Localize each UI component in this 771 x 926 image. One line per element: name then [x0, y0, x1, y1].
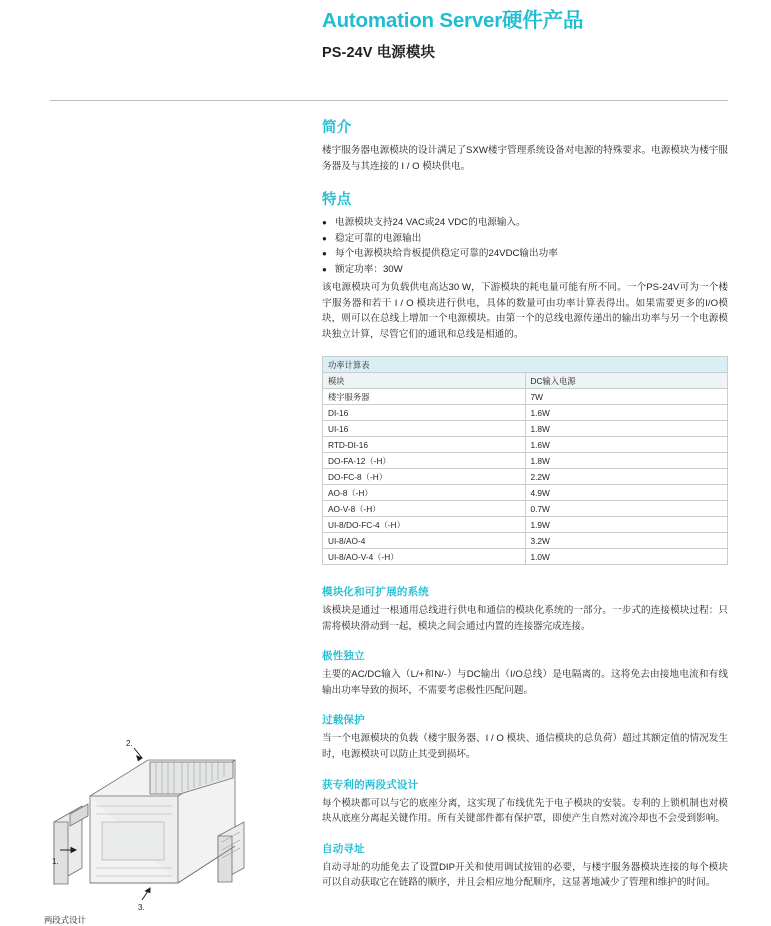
table-row: [323, 437, 728, 453]
callout-label-1: 1.: [52, 857, 59, 866]
table-row: [323, 421, 728, 437]
power-calculation-table: [322, 356, 728, 565]
table-cell-power: 4.9W: [525, 485, 728, 501]
table-header-row: [323, 373, 728, 389]
header-divider: [50, 100, 728, 101]
document-header: [322, 8, 752, 62]
section-body-intro: 楼宇服务器电源模块的设计满足了SXW楼宇管理系统设备对电源的特殊要求。电源模块为楼宇服务器及与其连接的 I / O 模块供电。: [322, 145, 728, 172]
product-illustration: [30, 718, 290, 918]
section-heading-features: 特点: [322, 192, 352, 209]
table-header-cell: DC输入电源: [525, 373, 728, 389]
table-row: [323, 533, 728, 549]
list-item-label: 电源模块支持24 VAC或24 VDC的电源输入。: [335, 217, 526, 229]
page-subtitle: PS-24V 电源模块: [322, 44, 436, 61]
table-cell-module: DO-FA-12（-H）: [323, 453, 526, 469]
table-cell-module: AO-V-8（-H）: [323, 501, 526, 517]
table-cell-power: 1.6W: [525, 437, 728, 453]
bullet-icon: ●: [322, 264, 327, 274]
table-row: [323, 389, 728, 405]
table-row: [323, 517, 728, 533]
list-item-label: 额定功率：30W: [335, 263, 403, 275]
table-cell-power: 3.2W: [525, 533, 728, 549]
section-body-features: 该电源模块可为负载供电高达30 W，下游模块的耗电量可能有所不同。一个PS-24V可为一个楼宇服务器和若干 I / O 模块进行供电，具体的数量可由功率计算表得出。如果需要更多的I/O模块，则可以在总线上增加一个电源模块。由第一个的总线电源传递出的输出功率与另一个电源模块独立计算，尽管它们的通讯和总线是相通的。: [322, 282, 728, 340]
table-row: [323, 485, 728, 501]
section-heading-intro: 简介: [322, 120, 352, 136]
table-cell-power: 1.0W: [525, 549, 728, 565]
table-caption: 功率计算表: [323, 357, 728, 373]
document-content: [322, 116, 728, 905]
page-title: Automation Server硬件产品: [322, 9, 584, 32]
table-cell-power: 1.9W: [525, 517, 728, 533]
table-cell-power: 2.2W: [525, 469, 728, 485]
table-cell-module: UI-8/AO-V-4（-H）: [323, 549, 526, 565]
section-heading-overload: 过载保护: [322, 714, 365, 727]
table-row: [323, 549, 728, 565]
list-item: [322, 215, 728, 231]
table-row: [323, 501, 728, 517]
table-cell-module: RTD-DI-16: [323, 437, 526, 453]
section-body-modular: 该模块是通过一根通用总线进行供电和通信的模块化系统的一部分。一步式的连接模块过程：只需将模块滑动到一起，模块之间会通过内置的连接器完成连接。: [322, 605, 728, 632]
table-cell-module: UI-8/AO-4: [323, 533, 526, 549]
list-item: [322, 231, 728, 247]
table-caption-row: [323, 357, 728, 373]
table-cell-power: 1.8W: [525, 453, 728, 469]
bullet-icon: ●: [322, 249, 327, 259]
power-module-drawing: [30, 718, 290, 918]
list-item: [322, 246, 728, 262]
list-item-label: 每个电源模块给肯板提供稳定可靠的24VDC输出功率: [335, 248, 558, 260]
table-header-cell: 模块: [323, 373, 526, 389]
table-cell-module: 楼宇服务器: [323, 389, 526, 405]
features-list: [322, 215, 728, 277]
section-body-overload: 当一个电源模块的负载（楼宇服务器、I / O 模块、通信模块的总负荷）超过其额定值的情况发生时，电源模块可以防止其受到损坏。: [322, 733, 728, 760]
table-cell-module: UI-8/DO-FC-4（-H）: [323, 517, 526, 533]
table-row: [323, 453, 728, 469]
table-cell-power: 0.7W: [525, 501, 728, 517]
table-cell-power: 1.6W: [525, 405, 728, 421]
section-heading-autoaddr: 自动寻址: [322, 842, 365, 855]
list-item: [322, 262, 728, 278]
illustration-caption: 两段式设计: [44, 915, 86, 925]
section-heading-patent: 获专利的两段式设计: [322, 778, 419, 791]
table-row: [323, 469, 728, 485]
table-cell-power: 7W: [525, 389, 728, 405]
section-heading-modular: 模块化和可扩展的系统: [322, 586, 429, 599]
bullet-icon: ●: [322, 218, 327, 228]
callout-label-2: 2.: [126, 739, 133, 748]
callout-label-3: 3.: [138, 903, 145, 912]
table-cell-module: DI-16: [323, 405, 526, 421]
section-heading-polarity: 极性独立: [322, 650, 365, 663]
table-row: [323, 405, 728, 421]
table-cell-module: AO-8（-H）: [323, 485, 526, 501]
table-cell-module: DO-FC-8（-H）: [323, 469, 526, 485]
bullet-icon: ●: [322, 233, 327, 243]
list-item-label: 稳定可靠的电源输出: [335, 232, 422, 244]
section-body-autoaddr: 自动寻址的功能免去了设置DIP开关和使用调试按钮的必要，与楼宇服务器模块连接的每个模块可以自动获取它在链路的顺序，并且会相应地分配顺序，这显著地减少了管理和维护的时间。: [322, 861, 728, 889]
section-body-polarity: 主要的AC/DC输入（L/+和N/-）与DC输出（I/O总线）是电隔离的。这将免去由接地电流和有线输出功率导致的损坏，不需要考虑极性匹配问题。: [322, 669, 728, 696]
table-cell-power: 1.8W: [525, 421, 728, 437]
table-cell-module: UI-16: [323, 421, 526, 437]
section-body-patent: 每个模块都可以与它的底座分离，这实现了布线优先于电子模块的安装。专利的上锁机制也对模块从底座分离起关键作用。所有关键部件都有保护罩，即使产生自然对流冷却也不会受到影响。: [322, 797, 728, 825]
